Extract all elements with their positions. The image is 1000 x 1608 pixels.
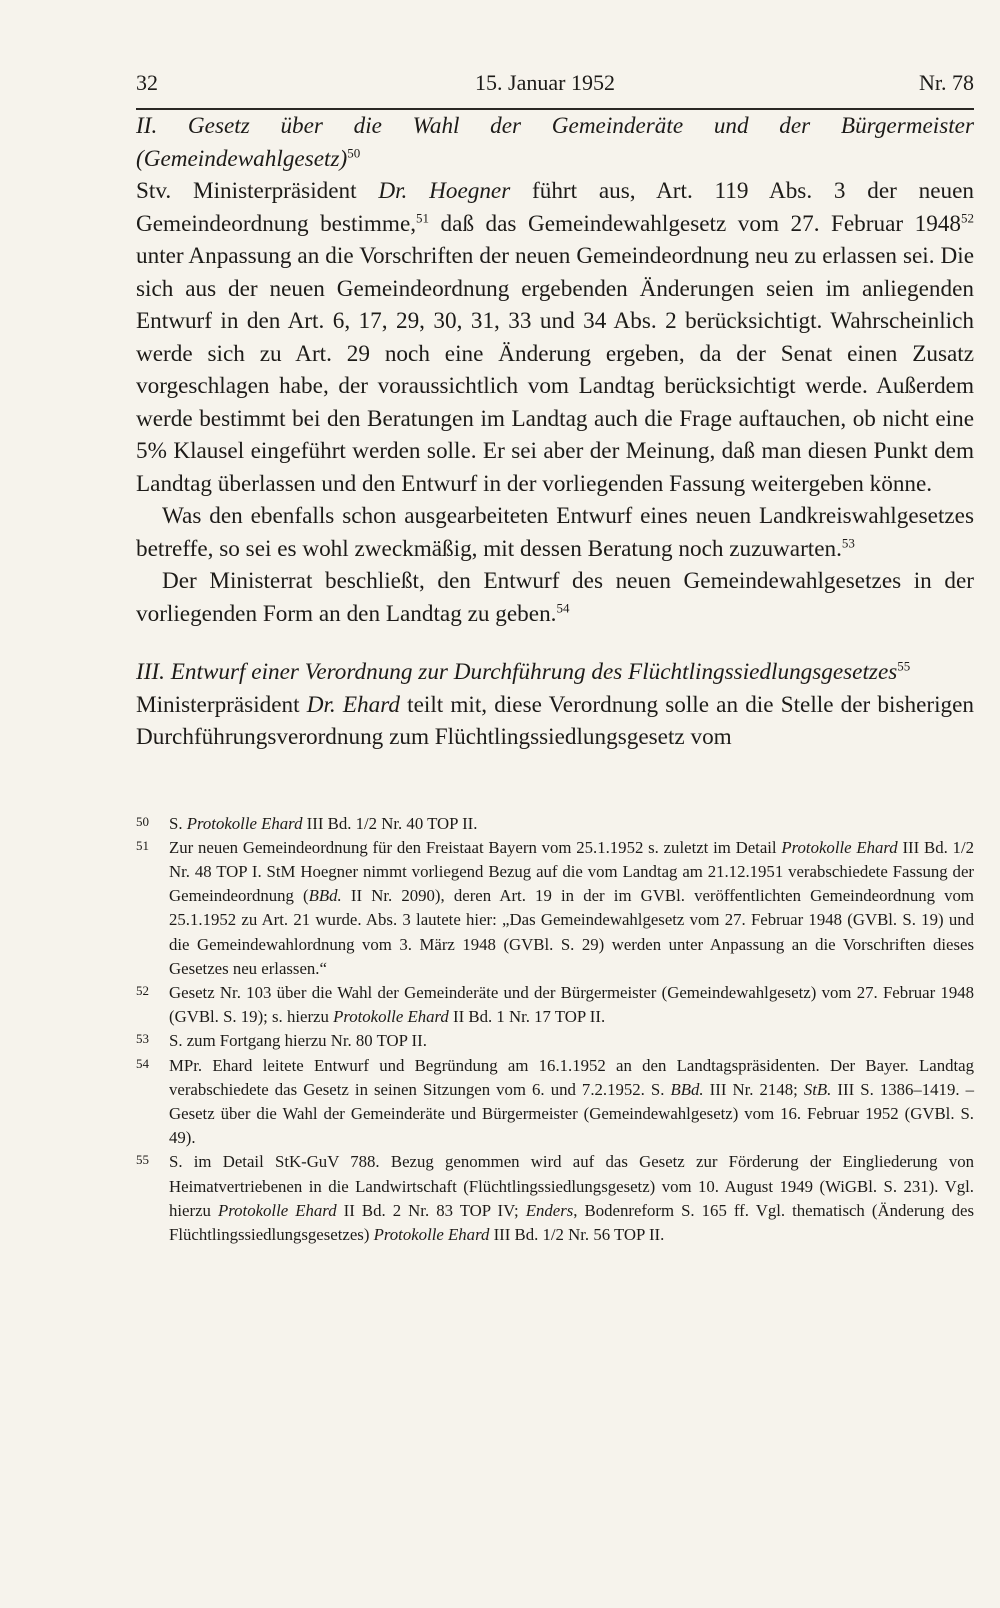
document-number: Nr. 78: [918, 70, 974, 95]
footnote-citation: Protokolle Ehard: [333, 1007, 449, 1027]
footnote-52: [136, 981, 974, 1029]
footnote-text: [169, 836, 974, 981]
footnote-ref-53: 53: [841, 534, 855, 550]
footnote-citation: Protokolle Ehard: [186, 813, 303, 833]
text-run: III S. 1386–1419. – Gesetz über die Wahl der Gemeinderäte und Bürgermeister (Gemeindewahlgesetz) vom 16. Februar 1952 (GVBl. S. 49).: [169, 1079, 974, 1148]
paragraph-decision: [136, 565, 974, 630]
page-header: [136, 70, 974, 110]
footnote-citation: StB.: [803, 1079, 832, 1099]
text-run: III Bd. 1/2 Nr. 56 TOP II.: [489, 1224, 665, 1244]
text-run: Der Ministerrat beschließt, den Entwurf des neuen Gemeindewahlgesetzes in der vorliegenden Form an den Landtag zu geben.: [136, 568, 974, 627]
footnote-number: 50: [136, 813, 149, 829]
paragraph-landkreis: [136, 500, 974, 565]
footnote-number: 51: [136, 837, 149, 853]
footnote-number: 53: [136, 1031, 149, 1047]
footnote-ref-55: 55: [897, 658, 911, 674]
text-run: daß das Gemeindewahlgesetz vom 27. Februar 1948: [429, 210, 961, 237]
text-run: III Nr. 2148;: [703, 1079, 804, 1099]
text-run: Stv. Ministerpräsident: [136, 178, 379, 204]
document-page: [136, 70, 974, 1247]
section-title-ii: [136, 110, 974, 175]
text-run: , Bodenreform S. 165 ff. Vgl. thematisch (Änderung des Flüchtlingssiedlungsgesetzes): [169, 1200, 975, 1244]
footnote-number: 55: [136, 1152, 149, 1168]
footnote-citation: Protokolle Ehard: [781, 837, 898, 857]
footnote-text: [169, 1029, 974, 1053]
text-run: II Bd. 1 Nr. 17 TOP II.: [448, 1007, 606, 1027]
footnote-ref-50: 50: [347, 144, 361, 160]
text-run: teilt mit, diese Verordnung solle an die Stelle der bisherigen Durchführungsverordnung zum Flüchtlingssiedlungsgesetz vom: [136, 691, 975, 750]
footnote-number: 52: [136, 982, 149, 998]
page-number: 32: [136, 70, 158, 95]
footnote-53: [136, 1029, 974, 1053]
text-run: Ministerpräsident: [136, 691, 307, 718]
text-run: II Bd. 2 Nr. 83 TOP IV;: [336, 1200, 526, 1220]
paragraph-hoegner: [136, 175, 974, 500]
text-run: führt aus, Art. 119 Abs. 3 der neuen Gemeindeordnung bestimme,: [136, 178, 974, 237]
footnote-text: [169, 1150, 974, 1247]
footnote-citation: Protokolle Ehard: [373, 1224, 490, 1244]
footnote-text: [169, 812, 974, 836]
text-run: Was den ebenfalls schon ausgearbeiteten Entwurf eines neuen Landkreiswahlgesetzes betreffe, so sei es wohl zweckmäßig, mit dessen Beratung noch zuzuwarten.: [136, 503, 974, 562]
text-run: II Nr. 2090), deren Art. 19 in der im GVBl. veröffentlichten Gemeindeordnung vom 25.1.1952 zu Art. 21 wurde. Abs. 3 lautete hier: „Das Gemeindewahlgesetz vom 27. Februar 1948 (GVBl. S. 19) und die Gemeindewahlordnung vom 3. März 1948 (GVBl. S. 29) werden unter Anpassung an die Vorschriften dieses Gesetzes neu erlassen.“: [169, 886, 974, 978]
text-run: S.: [169, 813, 187, 833]
footnote-citation: Enders: [525, 1200, 574, 1220]
footnote-55: [136, 1150, 974, 1247]
text-run: S. im Detail StK-GuV 788. Bezug genommen wird auf das Gesetz zur Förderung der Eingliederung von Heimatvertriebenen in die Landwirtschaft (Flüchtlingssiedlungsgesetz) vom 10. August 1949 (WiGBl. S. 231). Vgl. hierzu: [169, 1152, 974, 1220]
footnotes: [136, 812, 974, 1248]
text-run: Zur neuen Gemeindeordnung für den Freistaat Bayern vom 25.1.1952 s. zuletzt im Detail: [169, 837, 782, 857]
footnote-ref-51: 51: [416, 209, 430, 225]
footnote-54: [136, 1054, 974, 1151]
main-text: [136, 110, 974, 754]
footnote-51: [136, 836, 974, 981]
text-run: unter Anpassung an die Vorschriften der neuen Gemeindeordnung neu zu erlassen sei. Die sich aus der neuen Gemeindeordnung ergebenden Änderungen seien im anliegenden Entwurf in den Art. 6, 17, 29, 30, 31, 33 und 34 Abs. 2 berücksichtigt. Wahrscheinlich werde sich zu Art. 29 noch eine Änderung ergeben, da der Senat einen Zusatz vorgeschlagen habe, der voraussichtlich vom Landtag berücksichtigt werde. Außerdem werde bestimmt bei den Beratungen im Landtag auch die Frage auftauchen, ob nicht eine 5% Klausel eingeführt werden solle. Er sei aber der Meinung, daß man diesen Punkt dem Landtag überlassen und den Entwurf in der vorliegenden Fassung weitergeben könne.: [136, 243, 974, 497]
footnote-text: [169, 1054, 974, 1151]
section-title-iii-text: III. Entwurf einer Verordnung zur Durchführung des Flüchtlingssiedlungsgesetzes: [136, 659, 898, 685]
paragraph-ehard: [136, 689, 974, 754]
footnote-ref-52: 52: [961, 209, 974, 225]
footnote-number: 54: [136, 1055, 149, 1071]
footnote-ref-54: 54: [556, 599, 570, 615]
text-run: Gesetz Nr. 103 über die Wahl der Gemeinderäte und der Bürgermeister (Gemeindewahlgesetz) vom 27. Februar 1948 (GVBl. S. 19); s. hierzu: [169, 982, 974, 1027]
text-run: MPr. Ehard leitete Entwurf und Begründung am 16.1.1952 an den Landtagspräsidenten. Der Bayer. Landtag verabschiedete das Gesetz in seinen Sitzungen vom 6. und 7.2.1952. S.: [169, 1055, 974, 1099]
text-run: III Bd. 1/2 Nr. 40 TOP II.: [302, 813, 478, 833]
footnote-50: [136, 812, 974, 836]
section-title-ii-text: II. Gesetz über die Wahl der Gemeinderäte und der Bürgermeister (Gemeindewahlgesetz): [136, 113, 974, 172]
footnote-citation: Protokolle Ehard: [217, 1200, 337, 1220]
text-run: III Bd. 1/2 Nr. 48 TOP I. StM Hoegner nimmt vorliegend Bezug auf die vom Landtag am 21.12.1951 verabschiedete Fassung der Gemeindeordnung (: [169, 837, 974, 906]
speaker-name-ehard: Dr. Ehard: [306, 691, 400, 718]
footnote-citation: BBd.: [308, 886, 342, 906]
speaker-name-hoegner: Dr. Hoegner: [378, 178, 511, 204]
header-date: 15. Januar 1952: [475, 70, 615, 95]
text-run: S. zum Fortgang hierzu Nr. 80 TOP II.: [169, 1031, 427, 1051]
section-title-iii: [136, 656, 974, 689]
footnote-citation: BBd.: [670, 1079, 704, 1099]
footnote-text: [169, 981, 974, 1029]
